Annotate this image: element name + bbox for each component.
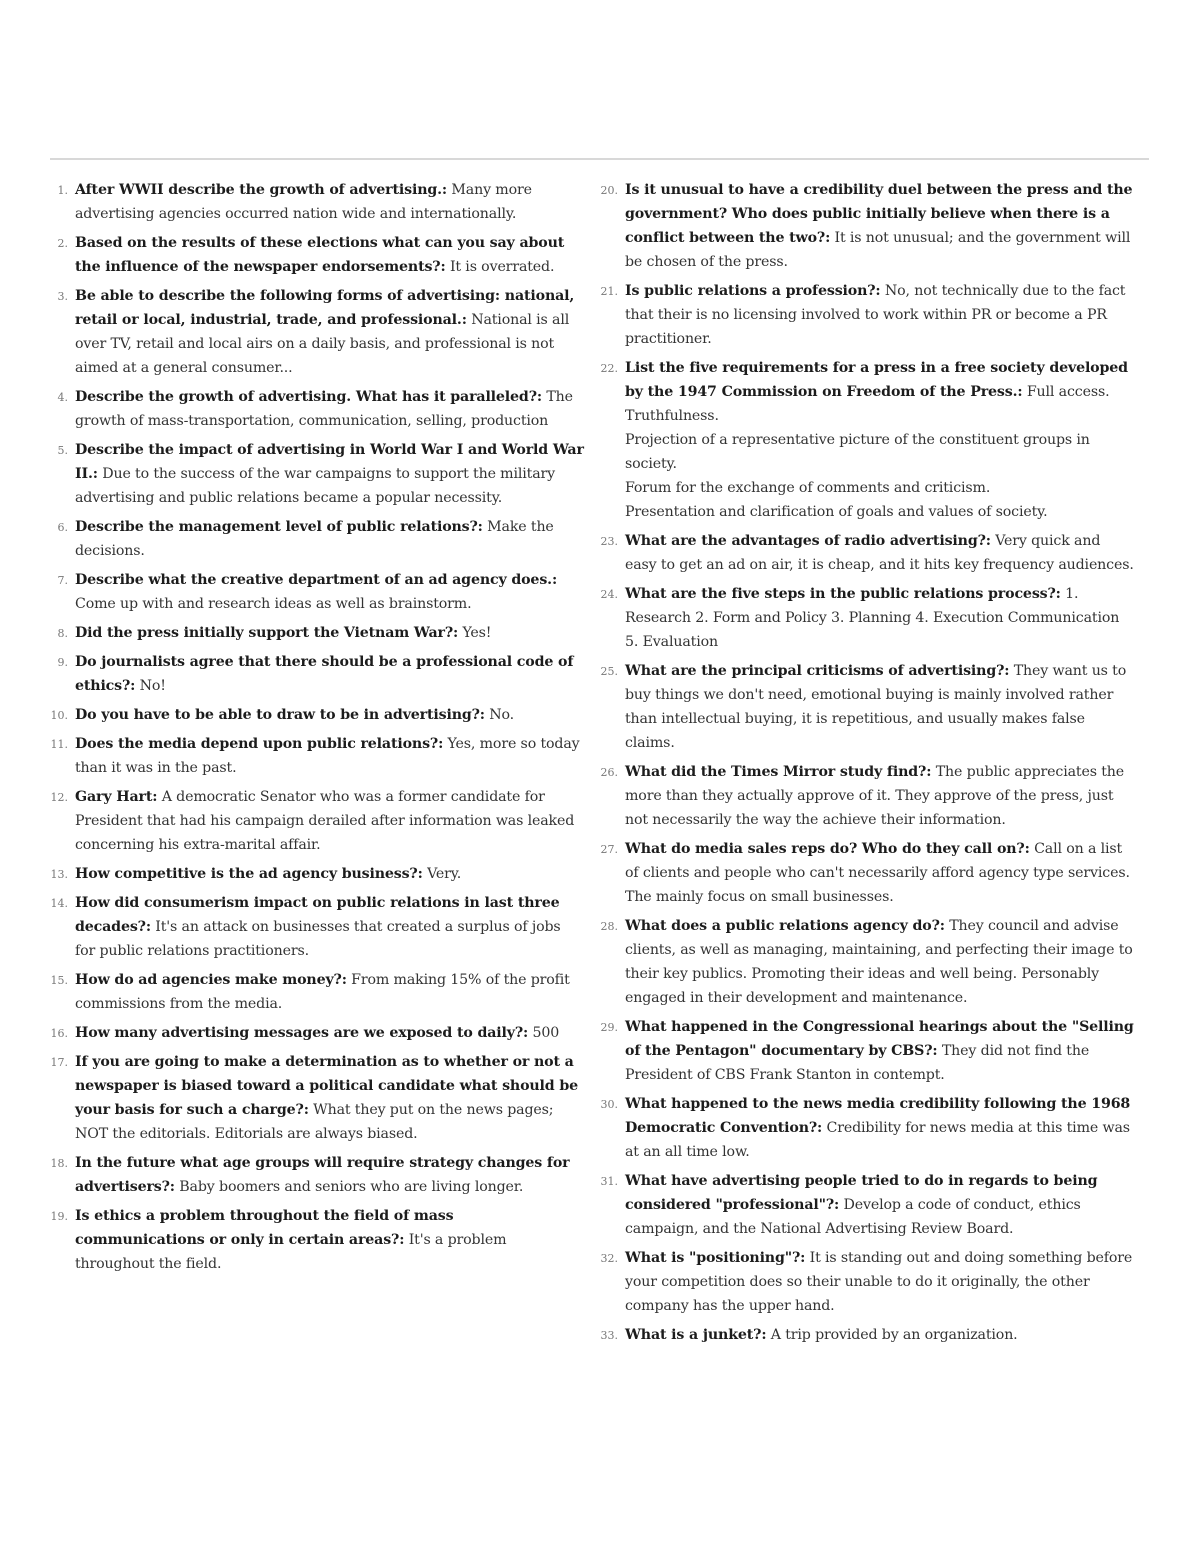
question: Describe what the creative department of an ad agency does.: <box>75 572 558 588</box>
list-item <box>44 1050 584 1146</box>
item-number: 18. <box>50 1157 68 1170</box>
question: Describe the growth of advertising. What has it paralleled?: <box>75 389 542 405</box>
item-number: 14. <box>50 897 68 910</box>
item-number: 11. <box>50 738 68 751</box>
question: Is public relations a profession?: <box>625 283 881 299</box>
list-item <box>44 1021 584 1045</box>
list-item <box>594 356 1134 524</box>
list-item <box>44 732 584 780</box>
right-column <box>594 178 1134 1352</box>
question: Does the media depend upon public relations?: <box>75 736 444 752</box>
question: What are the advantages of radio advertising?: <box>625 533 991 549</box>
answer: Yes! <box>462 625 492 641</box>
item-number: 5. <box>57 444 68 457</box>
list-item <box>44 703 584 727</box>
item-number: 3. <box>57 290 68 303</box>
item-number: 12. <box>50 791 68 804</box>
question: What is "positioning"?: <box>625 1250 806 1266</box>
answer: National is all over TV, retail and local airs on a daily basis, and professional is not aimed at a general consumer... <box>75 312 570 376</box>
question: What do media sales reps do? Who do they call on?: <box>625 841 1030 857</box>
question: Describe the management level of public relations?: <box>75 519 483 535</box>
answer: 500 <box>532 1025 560 1041</box>
item-number: 30. <box>600 1098 618 1111</box>
question: How do ad agencies make money?: <box>75 972 347 988</box>
item-number: 16. <box>50 1027 68 1040</box>
list-item <box>594 837 1134 909</box>
list-item <box>594 1092 1134 1164</box>
item-number: 13. <box>50 868 68 881</box>
question: Did the press initially support the Vietnam War?: <box>75 625 459 641</box>
answer: Come up with and research ideas as well as brainstorm. <box>75 596 472 612</box>
question: Be able to describe the following forms of advertising: national, retail or local, industrial, trade, and professional.: <box>75 288 575 328</box>
item-number: 28. <box>600 920 618 933</box>
question: In the future what age groups will require strategy changes for advertisers?: <box>75 1155 570 1195</box>
item-number: 31. <box>600 1175 618 1188</box>
item-number: 20. <box>600 184 618 197</box>
item-number: 26. <box>600 766 618 779</box>
item-number: 29. <box>600 1021 618 1034</box>
answer: They did not find the President of CBS Frank Stanton in contempt. <box>625 1043 1090 1083</box>
answer: Very. <box>427 866 462 882</box>
question: How competitive is the ad agency business?: <box>75 866 423 882</box>
question: List the five requirements for a press in a free society developed by the 1947 Commission on Freedom of the Press.: <box>625 360 1128 400</box>
answer: Due to the success of the war campaigns to support the military advertising and public relations became a popular necessity. <box>75 466 556 506</box>
list-item <box>44 231 584 279</box>
answer: A democratic Senator who was a former candidate for President that had his campaign derailed after information was leaked concerning his extra-marital affair. <box>75 789 575 853</box>
item-number: 17. <box>50 1056 68 1069</box>
question: If you are going to make a determination as to whether or not a newspaper is biased toward a political candidate what should be your basis for such a charge?: <box>75 1054 578 1118</box>
answer: A trip provided by an organization. <box>770 1327 1018 1343</box>
answer: What they put on the news pages; NOT the editorials. Editorials are always biased. <box>75 1102 554 1142</box>
list-item <box>44 438 584 510</box>
list-item <box>44 621 584 645</box>
left-column <box>44 178 584 1281</box>
question: What did the Times Mirror study find?: <box>625 764 932 780</box>
item-number: 2. <box>57 237 68 250</box>
list-item <box>44 1151 584 1199</box>
answer: It is overrated. <box>449 259 555 275</box>
item-number: 25. <box>600 665 618 678</box>
answer: No! <box>139 678 166 694</box>
item-number: 23. <box>600 535 618 548</box>
list-item <box>594 760 1134 832</box>
list-item <box>594 1015 1134 1087</box>
list-item <box>594 659 1134 755</box>
answer: It's a problem throughout the field. <box>75 1232 507 1272</box>
answer: No, not technically due to the fact that their is no licensing involved to work within PR or become a PR practitioner. <box>625 283 1126 347</box>
list-item <box>594 1246 1134 1318</box>
question: How many advertising messages are we exposed to daily?: <box>75 1025 529 1041</box>
list-item <box>44 650 584 698</box>
list-item <box>44 284 584 380</box>
list-item <box>594 914 1134 1010</box>
answer: Make the decisions. <box>75 519 554 559</box>
question: Do journalists agree that there should be a professional code of ethics?: <box>75 654 574 694</box>
list-item <box>44 968 584 1016</box>
item-number: 4. <box>57 391 68 404</box>
answer: The public appreciates the more than they actually approve of it. They approve of the press, just not necessarily the way the achieve their information. <box>625 764 1124 828</box>
question: Describe the impact of advertising in World War I and World War II.: <box>75 442 584 482</box>
list-item <box>44 178 584 226</box>
answer: It is not unusual; and the government will be chosen of the press. <box>625 230 1131 270</box>
item-number: 32. <box>600 1252 618 1265</box>
list-item <box>44 891 584 963</box>
list-item <box>44 785 584 857</box>
item-number: 21. <box>600 285 618 298</box>
answer: They want us to buy things we don't need, emotional buying is mainly involved rather than intellectual buying, it is repetitious, and usually makes false claims. <box>625 663 1127 751</box>
question: What are the five steps in the public relations process?: <box>625 586 1061 602</box>
question: What does a public relations agency do?: <box>625 918 945 934</box>
answer: Yes, more so today than it was in the past. <box>75 736 580 776</box>
list-item <box>594 529 1134 577</box>
answer: It's an attack on businesses that created a surplus of jobs for public relations practitioners. <box>75 919 561 959</box>
item-number: 24. <box>600 588 618 601</box>
item-number: 1. <box>57 184 68 197</box>
item-number: 33. <box>600 1329 618 1342</box>
question: Is it unusual to have a credibility duel between the press and the government? Who does public initially believe when there is a conflict between the two?: <box>625 182 1133 246</box>
item-number: 22. <box>600 362 618 375</box>
answer: No. <box>489 707 515 723</box>
list-item <box>594 1169 1134 1241</box>
item-number: 15. <box>50 974 68 987</box>
list-item <box>594 582 1134 654</box>
answer: It is standing out and doing something before your competition does so their unable to do it originally, the other company has the upper hand. <box>625 1250 1133 1314</box>
answer: Credibility for news media at this time was at an all time low. <box>625 1120 1130 1160</box>
question: After WWII describe the growth of advertising.: <box>75 182 448 198</box>
item-number: 7. <box>57 574 68 587</box>
answer: Very quick and easy to get an ad on air, it is cheap, and it hits key frequency audiences. <box>625 533 1134 573</box>
item-number: 19. <box>50 1210 68 1223</box>
question: What happened to the news media credibility following the 1968 Democratic Convention?: <box>625 1096 1131 1136</box>
list-item <box>44 862 584 886</box>
list-item <box>44 568 584 616</box>
question: What are the principal criticisms of advertising?: <box>625 663 1010 679</box>
list-item <box>594 178 1134 274</box>
item-number: 10. <box>50 709 68 722</box>
question: Is ethics a problem throughout the field of mass communications or only in certain areas?: <box>75 1208 454 1248</box>
header-divider <box>50 158 1149 160</box>
question: Gary Hart: <box>75 789 158 805</box>
answer: 1. Research 2. Form and Policy 3. Planning 4. Execution Communication 5. Evaluation <box>625 586 1120 650</box>
list-item <box>44 385 584 433</box>
answer: The growth of mass-transportation, communication, selling, production <box>75 389 573 429</box>
answer: Full access. Truthfulness. Projection of a representative picture of the constituent groups in society. Forum for the exchange of comments and criticism. Presentation and clarification of goals and values of society. <box>625 384 1110 520</box>
list-item <box>594 1323 1134 1347</box>
list-item <box>594 279 1134 351</box>
item-number: 9. <box>57 656 68 669</box>
item-number: 6. <box>57 521 68 534</box>
question: What is a junket?: <box>625 1327 767 1343</box>
item-number: 8. <box>57 627 68 640</box>
answer: Call on a list of clients and people who can't necessarily afford agency type services. The mainly focus on small businesses. <box>625 841 1130 905</box>
answer: From making 15% of the profit commissions from the media. <box>75 972 570 1012</box>
question: What have advertising people tried to do in regards to being considered "professional"?: <box>625 1173 1098 1213</box>
question: How did consumerism impact on public relations in last three decades?: <box>75 895 560 935</box>
question: What happened in the Congressional hearings about the "Selling of the Pentagon" documentary by CBS?: <box>625 1019 1134 1059</box>
answer: Many more advertising agencies occurred nation wide and internationally. <box>75 182 532 222</box>
answer: Baby boomers and seniors who are living longer. <box>179 1179 524 1195</box>
question: Based on the results of these elections what can you say about the influence of the newspaper endorsements?: <box>75 235 565 275</box>
list-item <box>44 1204 584 1276</box>
answer: They council and advise clients, as well as managing, maintaining, and perfecting their image to their key publics. Promoting their ideas and well being. Personably engaged in their development and maintenance. <box>625 918 1133 1006</box>
answer: Develop a code of conduct, ethics campaign, and the National Advertising Review Board. <box>625 1197 1081 1237</box>
question: Do you have to be able to draw to be in advertising?: <box>75 707 485 723</box>
list-item <box>44 515 584 563</box>
item-number: 27. <box>600 843 618 856</box>
